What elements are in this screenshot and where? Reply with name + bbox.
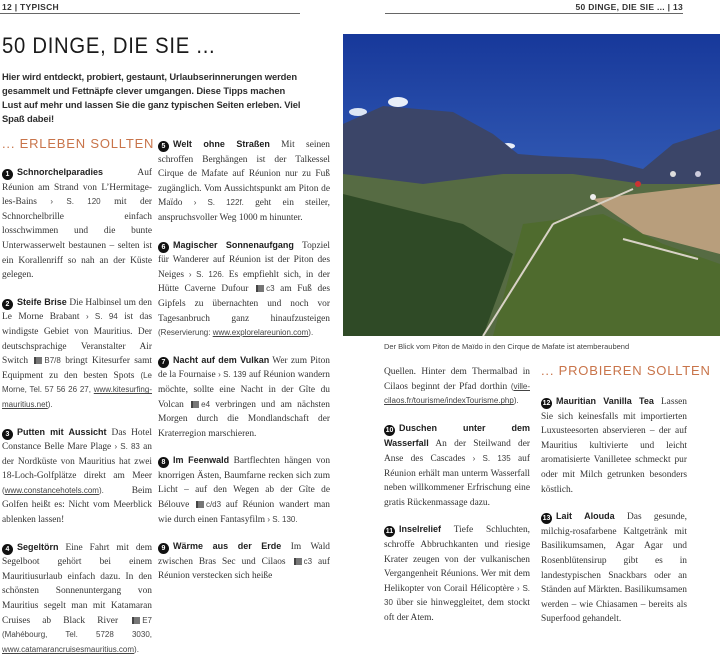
column-1 xyxy=(2,165,152,669)
info-text: (Le Morne, Tel. 57 56 26 27, xyxy=(2,370,152,395)
info-text: ). xyxy=(47,399,53,409)
landscape-photo xyxy=(343,34,720,336)
page-reference: › S. 135 xyxy=(472,453,511,463)
page-reference: › S. 120 xyxy=(50,197,101,207)
tip-text: Mit seinen schroffen Berghängen ist der Talkessel Cirque de Mafate auf Réunion nur zu Fuß zugänglich. Vom Aussichtspunkt am Piton de Maïdo xyxy=(158,140,330,209)
map-reference: e4 xyxy=(201,399,211,409)
tip-title: Schnorchelparadies xyxy=(17,167,104,177)
number-badge: 9 xyxy=(158,543,169,554)
tip-text: Im Wald zwischen Bras Sec und Cilaos xyxy=(158,542,330,567)
tip-item-10 xyxy=(384,421,530,511)
number-badge: 11 xyxy=(385,528,394,536)
tip-item-4 xyxy=(2,540,152,658)
tip-item-13 xyxy=(541,509,687,627)
map-icon xyxy=(132,617,140,624)
page-reference: › S. 83 xyxy=(114,442,140,452)
tip-text: an der Nordküste von Mauritius hat zwei 18-Loch-Golfplätze direkt am Meer xyxy=(2,442,152,482)
info-text: (Mahébourg, Tel. 5728 3030, xyxy=(2,630,152,640)
tip-text: verbringen und am nächsten Morgen durch die Mondlandschaft der Kraterregion marschieren. xyxy=(158,399,330,439)
number-badge: 2 xyxy=(2,299,13,310)
tip-text: Auf Réunion am Strand von L’Hermitage-les-Bains xyxy=(2,168,152,208)
column-4 xyxy=(541,394,687,639)
tip-text: auf Réunion wandern möchte, sollte eine Nacht in der Gîte du Volcan xyxy=(158,370,330,410)
page-reference: › S. 126. xyxy=(188,269,224,279)
map-icon xyxy=(196,501,204,508)
number-badge: 13 xyxy=(542,515,551,523)
photo-caption: Der Blick vom Piton de Maïdo in den Cirque de Mafate ist atemberaubend xyxy=(384,342,630,351)
tip-text: Topziel für Wanderer auf Réunion ist der Piton des Neiges xyxy=(158,240,331,280)
map-reference: c3 xyxy=(303,556,313,566)
page-reference: › S. 94 xyxy=(85,312,118,322)
tip-text: Bartflechten hängen von knorrigen Ästen, Baumfarne recken sich zum Licht – auf den Wegen ab der Gîte de Bélouve xyxy=(158,456,331,511)
tip-text: bringt Kitesurfer samt Equipment zu den besten Spots xyxy=(2,356,152,381)
tip-item-1 xyxy=(2,165,152,283)
number-badge: 1 xyxy=(2,169,13,180)
map-reference: c/d3 xyxy=(205,500,222,510)
tip-title: Duschen unter dem Wasserfall xyxy=(384,422,530,449)
tip-title: Mauritian Vanilla Tea xyxy=(556,396,654,406)
info-text: ). xyxy=(134,644,139,654)
map-icon xyxy=(256,285,264,292)
tip-text: auf Réunion erhält man unterm Wasserfall neben willkommener Erfrischung eine gratis Rückenmassage dazu. xyxy=(384,453,530,508)
tip-text: mit der Schnorchelbrille einfach losschwimmen und die bunte Unterwasserwelt bestaunen – selten ist ein Korallenriff so nah an der Küste gelegen. xyxy=(2,197,152,281)
tip-item-8 xyxy=(158,453,330,527)
tip-text: über sie hinweggleitet, dem stockt oft der Atem. xyxy=(384,598,530,623)
tip-item-6 xyxy=(158,238,330,341)
website-link[interactable]: www.kitesurfing-mauritius.net xyxy=(2,385,152,409)
running-head-left: 12 | TYPISCH xyxy=(2,2,59,12)
number-badge: 8 xyxy=(158,457,169,468)
tip-title: Steife Brise xyxy=(17,296,67,307)
page-title: 50 DINGE, DIE SIE ... xyxy=(2,33,216,58)
map-reference: B7/8 xyxy=(44,356,61,366)
map-reference: E7 xyxy=(142,615,152,625)
tip-item-2 xyxy=(2,295,152,413)
website-link[interactable]: ville-cilaos.fr/tourisme/indexTourisme.php xyxy=(384,381,530,406)
intro-text: Hier wird entdeckt, probiert, gestaunt, Urlaubserinnerungen werden gesammelt und Fettnäpfe clever umgangen. Diese Tipps machen Lust auf mehr und lassen Sie die ganz typischen Seiten erleben. Viel Spaß dabei! xyxy=(2,71,301,124)
number-badge: 3 xyxy=(2,429,13,440)
tip-title: Im Feenwald xyxy=(173,455,230,466)
tip-text: auf Réunion wandert man wie durch einen Fantasyfilm xyxy=(158,500,330,525)
tip-title: Welt ohne Straßen xyxy=(173,139,270,149)
tip-text: Wer zum Piton de la Fournaise xyxy=(158,355,330,381)
tip-text: Das gesunde, milchig-rosafarbene Kaltgetränk mit Basilikumsamen, Agar Agar und Rosenblütensirup gibt es in landestypischen Snackbars oder an Ständen auf Märkten. Basilikumsamen werden – wie Chiasamen – bereits als Superfood gehandelt. xyxy=(541,512,687,625)
section-head-erleben: ... ERLEBEN SOLLTEN xyxy=(2,136,155,151)
tip-title: Inselrelief xyxy=(399,524,442,535)
number-badge: 5 xyxy=(158,141,169,152)
number-badge: 4 xyxy=(2,544,13,555)
tip-text: ist das windigste Gebiet von Mauritius. Der deutschsprachige Veranstalter Air Switch xyxy=(2,312,152,367)
tip-text: Es empfiehlt sich, in der Hütte Caverne Dufour xyxy=(158,269,330,295)
header-rule-right xyxy=(385,13,683,14)
tip-title: Magischer Sonnenaufgang xyxy=(173,239,294,250)
info-text: ( xyxy=(510,381,514,391)
number-badge: 10 xyxy=(385,426,394,434)
tip-text: Beim Golfen heißt es: Nicht vom Meerblick ablenken lassen! xyxy=(2,485,152,526)
map-reference: c3 xyxy=(266,284,275,294)
tip-text: Lassen Sie sich keinesfalls mit importierten Luxusteesorten abservieren – der auf Mauritius kultivierte und leicht aromatisierte Vanilletee schmeckt pur oder mit Milch getrunken besonders köstlich. xyxy=(541,397,687,495)
tip-item-11 xyxy=(384,522,530,625)
info-text: (Reservierung: xyxy=(158,328,213,338)
column-2 xyxy=(158,137,330,596)
column-3 xyxy=(384,365,530,638)
map-icon xyxy=(294,558,302,565)
tip-title: Segeltörn xyxy=(17,541,59,552)
tip-text: Die Halbinsel um den Le Morne Brabant xyxy=(2,297,152,323)
website-link[interactable]: www.constancehotels.com xyxy=(4,485,99,495)
info-text: ). xyxy=(308,328,314,338)
section-head-probieren: ... PROBIEREN SOLLTEN xyxy=(541,363,711,378)
info-text: ). xyxy=(98,485,104,495)
tip-title: Lait Alouda xyxy=(556,511,615,522)
photo-illustration xyxy=(343,34,720,336)
tip-title: Putten mit Aussicht xyxy=(17,426,107,437)
header-rule-left xyxy=(0,13,300,14)
page-reference: › S. 130. xyxy=(267,514,298,524)
tip-text: Das Hotel Constance Belle Mare Plage xyxy=(2,427,152,453)
tip-text: An der Steilwand der Anse des Cascades xyxy=(384,439,530,464)
tip-text: am Fuß des Gipfels zu übernachten und noch vor Tagesanbruch ganz hinaufzusteigen xyxy=(158,284,331,324)
number-badge: 12 xyxy=(542,400,551,407)
tip-text: Tiefe Schluchten, schroffe Abbruchkanten und riesige Krater zeugen von der vulkanischen Vergangenheit Réunions. Wer mit dem Helikopter von Corail Hélicoptère xyxy=(384,525,530,594)
tip-item-9-continued xyxy=(384,365,530,409)
tip-text: Quellen. Hinter dem Thermalbad in Cilaos beginnt der Pfad dorthin xyxy=(384,367,530,392)
page-reference: › S. 139 xyxy=(218,370,247,380)
tip-text: Eine Fahrt mit dem Segelboot gehört bei einem Mauritiusurlaub einfach dazu. In den schönsten Sonnenuntergang von Mauritius segelt man mit Katamaran Cruises ab Black River xyxy=(2,542,152,626)
website-link[interactable]: www.catamarancruisesmauritius.com xyxy=(2,644,135,654)
tip-title: Nacht auf dem Vulkan xyxy=(173,354,270,365)
info-text: ( xyxy=(2,485,5,495)
running-head-right: 50 DINGE, DIE SIE ... | 13 xyxy=(575,2,683,12)
info-text: ). xyxy=(513,396,519,406)
number-badge: 6 xyxy=(158,242,169,253)
page-reference: › S. 122f. xyxy=(193,198,244,208)
tip-item-7 xyxy=(158,353,330,442)
number-badge: 7 xyxy=(158,357,169,368)
website-link[interactable]: www.explorelareunion.com xyxy=(212,328,309,338)
map-icon xyxy=(34,357,42,364)
tip-text: geht ein steiler, anspruchsvoller Weg 1000 m hinunter. xyxy=(158,198,331,223)
tip-item-12 xyxy=(541,394,687,497)
map-icon xyxy=(191,401,199,408)
tip-item-3 xyxy=(2,425,152,528)
tip-item-9 xyxy=(158,539,330,584)
tip-title: Wärme aus der Erde xyxy=(173,541,282,552)
tip-item-5 xyxy=(158,137,330,226)
page-reference: › S. 30 xyxy=(384,583,531,608)
tip-text: auf Réunion verstecken sich heiße xyxy=(158,556,330,582)
